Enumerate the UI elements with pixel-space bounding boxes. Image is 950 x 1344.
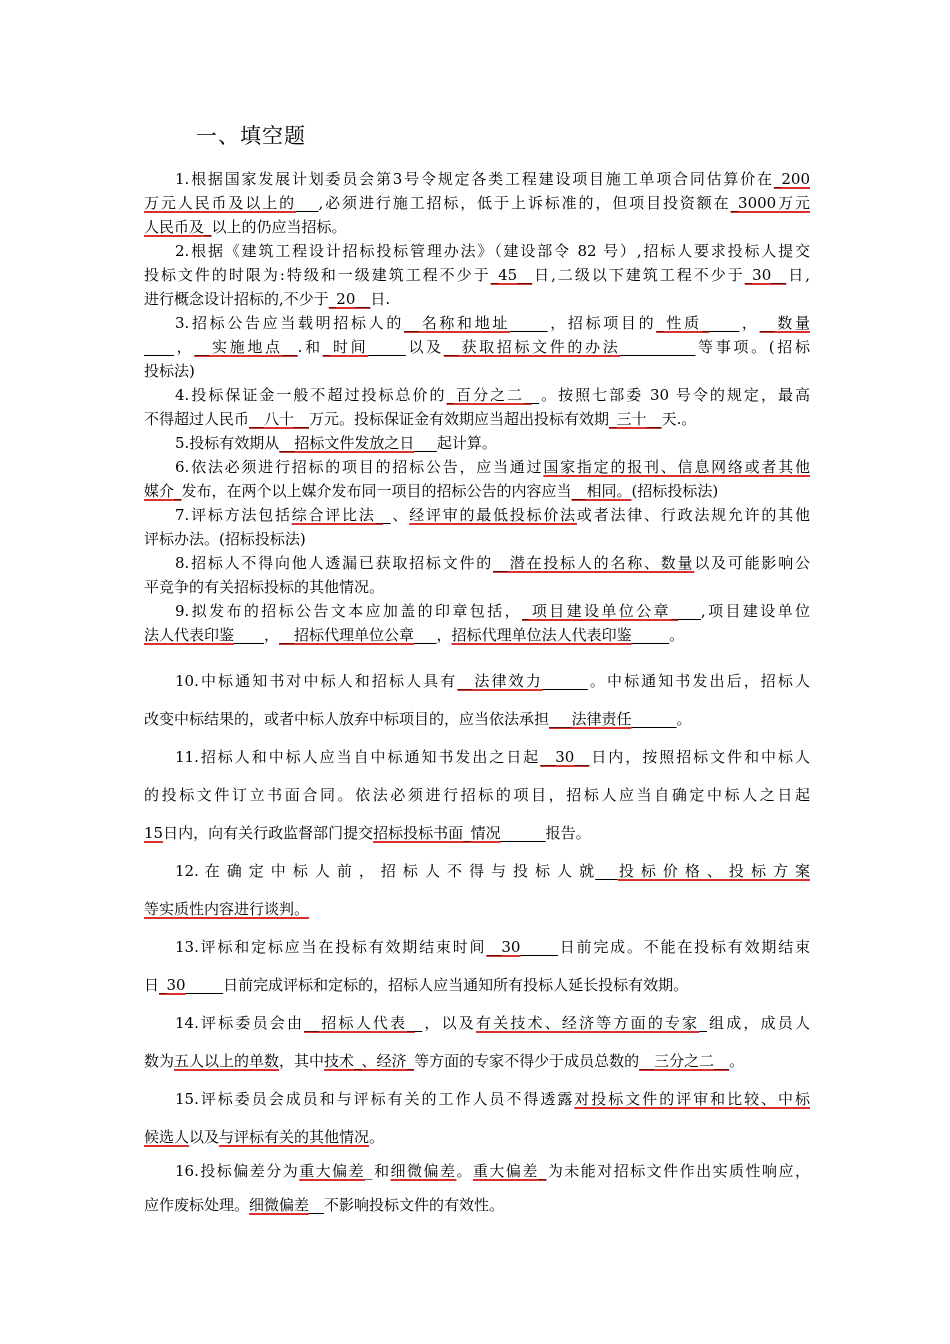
line-text: ,必须进行施工招标，低于上诉标准的，但项目投资额在 bbox=[318, 194, 731, 212]
line-text: 改变中标结果的，或者中标人放弃中标项目的，应当依法承担 bbox=[144, 710, 550, 728]
line-text: ， bbox=[739, 314, 760, 332]
answer-underlined: 有关技术、经济等方面的专家 bbox=[475, 1014, 700, 1032]
blank-underline: ____ bbox=[234, 626, 265, 644]
line-text: (招标投标法) bbox=[631, 482, 719, 500]
line-text: 14.评标委员会由 bbox=[175, 1014, 305, 1032]
text-line bbox=[175, 1160, 810, 1184]
line-text: 以上的仍应当招标。 bbox=[211, 218, 347, 236]
text-line bbox=[144, 822, 810, 846]
line-text: 16.投标偏差分为 bbox=[175, 1162, 300, 1180]
blank-underline: _____ bbox=[631, 626, 670, 644]
blank-underline: _____ bbox=[520, 938, 558, 956]
blank-underline: _ bbox=[699, 1014, 707, 1032]
answer-underlined: __八十__ bbox=[249, 410, 310, 428]
line-text: ， bbox=[264, 626, 280, 644]
line-text: ， bbox=[436, 626, 452, 644]
text-line bbox=[144, 898, 810, 922]
line-text: 发布，在两个以上媒介发布同一项目的招标公告的内容应当 bbox=[181, 482, 572, 500]
text-line bbox=[175, 552, 810, 576]
line-text: ，招标项目的 bbox=[547, 314, 657, 332]
line-text: 应作废标处理。 bbox=[144, 1196, 250, 1214]
blank-underline: _____ bbox=[510, 314, 548, 332]
blank-underline: ______ bbox=[631, 710, 677, 728]
answer-underlined: __法律效力 bbox=[457, 672, 543, 690]
line-text: 投标文件的时限为:特级和一级建筑工程不少于 bbox=[144, 266, 491, 284]
blank-underline: _ bbox=[531, 386, 540, 404]
blank-underline: __ bbox=[309, 1196, 325, 1214]
blank-underline: ___ bbox=[414, 626, 437, 644]
answer-underlined: 国家指定的报刊、信息网络或者其他 bbox=[543, 458, 810, 476]
line-text: 。 bbox=[676, 710, 692, 728]
text-line bbox=[175, 600, 810, 624]
line-text: 天.。 bbox=[661, 410, 697, 428]
answer-underlined: __三分之二__ bbox=[639, 1052, 730, 1070]
text-line bbox=[175, 504, 810, 528]
answer-underlined: 五人以上的单数 bbox=[174, 1052, 280, 1070]
text-line bbox=[144, 216, 810, 240]
line-text: 12. 在 确 定 中 标 人 前 ， 招 标 人 不 得 与 投 标 人 就 bbox=[175, 862, 596, 880]
text-line bbox=[144, 708, 810, 732]
line-text: 日. bbox=[370, 290, 391, 308]
text-line bbox=[175, 746, 810, 770]
text-line bbox=[175, 456, 810, 480]
line-text: 8.招标人不得向他人透漏已获取招标文件的 bbox=[175, 554, 494, 572]
line-text: 1.根据国家发展计划委员会第3号令规定各类工程建设项目施工单项合同估算价在 bbox=[175, 170, 774, 188]
line-text: 11.招标人和中标人应当自中标通知书发出之日起 bbox=[175, 748, 541, 766]
answer-underlined: __潜在投标人的名称、数量 bbox=[493, 554, 695, 572]
blank-underline: ___ bbox=[595, 862, 618, 880]
answer-underlined: _3000万元 bbox=[730, 194, 810, 212]
text-line bbox=[144, 336, 810, 360]
text-line bbox=[175, 312, 810, 336]
text-line bbox=[144, 480, 810, 504]
text-line bbox=[175, 936, 810, 960]
answer-underlined: _时间 bbox=[322, 338, 369, 356]
text-line bbox=[144, 784, 810, 808]
line-text: ，以及 bbox=[422, 1014, 476, 1032]
line-text: 日内，向有关行政监督部门提交 bbox=[163, 824, 374, 842]
answer-underlined: 细微偏差 bbox=[390, 1162, 457, 1180]
text-line bbox=[175, 432, 810, 456]
line-text: 起计算。 bbox=[436, 434, 497, 452]
answer-underlined: 候选人 bbox=[144, 1128, 190, 1146]
answer-underlined: 法人代表印鉴 bbox=[144, 626, 235, 644]
line-text: 以及可能影响公 bbox=[694, 554, 810, 572]
text-line bbox=[144, 288, 810, 312]
answer-underlined: 对投标文件的评审和比较、中标 bbox=[574, 1090, 810, 1108]
answer-underlined: _45__ bbox=[490, 266, 533, 284]
answer-underlined: 万元人民币及以上的 bbox=[144, 194, 297, 212]
line-text: 投标法) bbox=[144, 362, 195, 380]
section-heading: 一、填空题 bbox=[196, 124, 306, 148]
line-text: 日内，按照招标文件和中标人 bbox=[589, 748, 810, 766]
line-text: ， bbox=[174, 338, 195, 356]
text-line bbox=[144, 408, 810, 432]
text-line bbox=[144, 192, 810, 216]
text-line bbox=[144, 264, 810, 288]
line-text: 平竞争的有关招标投标的其他情况。 bbox=[144, 578, 385, 596]
answer-underlined: _20__ bbox=[328, 290, 371, 308]
answer-underlined: 重大偏差_ bbox=[472, 1162, 547, 1180]
line-text: 。中标通知书发出后，招标人 bbox=[587, 672, 810, 690]
line-text: 15.评标委员会成员和与评标有关的工作人员不得透露 bbox=[175, 1090, 575, 1108]
answer-underlined: __30__ bbox=[540, 748, 590, 766]
line-text: 2.根据《建筑工程设计招标投标管理办法》（建设部令 82 号）,招标人要求投标人提交 bbox=[175, 242, 810, 260]
blank-underline: ____ bbox=[144, 338, 174, 356]
text-line bbox=[175, 670, 810, 694]
answer-underlined: 招标投标书面_情况 bbox=[373, 824, 501, 842]
line-text: 。按照七部委 30 号令的规定，最高 bbox=[539, 386, 810, 404]
answer-underlined: 投 标 价 格 、 投 标 方 案 bbox=[617, 862, 810, 880]
blank-underline: _____ bbox=[368, 338, 406, 356]
line-text: 以及 bbox=[405, 338, 444, 356]
line-text: 。 bbox=[369, 1128, 385, 1146]
answer-underlined: _百分之二_ bbox=[446, 386, 532, 404]
text-line bbox=[175, 1088, 810, 1112]
line-text: 等方面的专家不得少于成员总数的 bbox=[414, 1052, 640, 1070]
answer-underlined: 人民币及_ bbox=[144, 218, 212, 236]
answer-underlined: 等实质性内容进行谈判。 bbox=[144, 900, 310, 918]
line-text: 6.依法必须进行招标的项目的招标公告，应当通过 bbox=[175, 458, 544, 476]
line-text: 日,二级以下建筑工程不少于 bbox=[532, 266, 745, 284]
answer-underlined: 经评审的最低投标价法 bbox=[409, 506, 577, 524]
line-text: 13.评标和定标应当在投标有效期结束时间 bbox=[175, 938, 487, 956]
blank-underline: __________ bbox=[620, 338, 696, 356]
line-text: 为未能对招标文件作出实质性响应， bbox=[546, 1162, 810, 1180]
answer-underlined: __招标代理单位公章 bbox=[279, 626, 415, 644]
text-line bbox=[175, 240, 810, 264]
text-line bbox=[144, 1050, 810, 1074]
blank-underline: ___ bbox=[678, 602, 701, 620]
blank-underline: ______ bbox=[500, 824, 546, 842]
blank-underline: _____ bbox=[185, 976, 224, 994]
text-line bbox=[144, 624, 810, 648]
text-line bbox=[175, 860, 810, 884]
line-text: 7.评标方法包括 bbox=[175, 506, 292, 524]
answer-underlined: 技术_、经济_ bbox=[324, 1052, 415, 1070]
blank-underline: ___ bbox=[414, 434, 437, 452]
line-text: 。 bbox=[729, 1052, 745, 1070]
answer-underlined: 15 bbox=[144, 824, 164, 842]
blank-underline: ___ bbox=[296, 194, 319, 212]
answer-underlined: __招标文件发放之日 bbox=[279, 434, 415, 452]
answer-underlined: __招标人代表_ bbox=[304, 1014, 415, 1032]
blank-underline: _ bbox=[414, 1014, 423, 1032]
blank-underline: ____ bbox=[709, 314, 740, 332]
line-text: 日 bbox=[144, 976, 160, 994]
line-text: 等事项。(招标 bbox=[695, 338, 810, 356]
answer-underlined: __相同。 bbox=[571, 482, 632, 500]
answer-underlined: 招标代理单位法人代表印鉴 bbox=[451, 626, 632, 644]
answer-underlined: _200 bbox=[773, 170, 810, 188]
answer-underlined: _性质_ bbox=[656, 314, 710, 332]
blank-underline: ______ bbox=[542, 672, 588, 690]
text-line bbox=[175, 168, 810, 192]
text-line bbox=[144, 1126, 810, 1150]
line-text: 不得超过人民币 bbox=[144, 410, 250, 428]
line-text: 日前完成。不能在投标有效期结束 bbox=[557, 938, 810, 956]
line-text: 组成，成员人 bbox=[706, 1014, 810, 1032]
line-text: 日前完成评标和定标的，招标人应当通知所有投标人延长投标有效期。 bbox=[223, 976, 689, 994]
line-text: .和 bbox=[297, 338, 323, 356]
line-text: 3.招标公告应当载明招标人的 bbox=[175, 314, 405, 332]
answer-underlined: _三十__ bbox=[609, 410, 662, 428]
line-text: 万元。投标保证金有效期应当超出投标有效期 bbox=[309, 410, 610, 428]
line-text: ,项目建设单位 bbox=[700, 602, 810, 620]
answer-underlined: 重大偏差 bbox=[299, 1162, 366, 1180]
answer-underlined: ___法律责任 bbox=[549, 710, 632, 728]
line-text: 数为 bbox=[144, 1052, 175, 1070]
text-line bbox=[144, 528, 810, 552]
text-line bbox=[144, 576, 810, 600]
line-text: 进行概念设计招标的,不少于 bbox=[144, 290, 329, 308]
text-line bbox=[144, 360, 810, 384]
line-text: 或者法律、行政法规允许的其他 bbox=[576, 506, 810, 524]
answer-underlined: 与评标有关的其他情况 bbox=[219, 1128, 370, 1146]
line-text: 4.投标保证金一般不超过投标总价的 bbox=[175, 386, 447, 404]
line-text: 不影响投标文件的有效性。 bbox=[324, 1196, 505, 1214]
line-text: 以及 bbox=[189, 1128, 220, 1146]
answer-underlined: 综合评比法_ bbox=[291, 506, 384, 524]
line-text: ，其中 bbox=[279, 1052, 325, 1070]
line-text: 5.投标有效期从 bbox=[175, 434, 280, 452]
line-text: 9.拟发布的招标公告文本应加盖的印章包括， bbox=[175, 602, 522, 620]
answer-underlined: __获取招标文件的办法 bbox=[443, 338, 621, 356]
text-line bbox=[175, 384, 810, 408]
line-text: 。 bbox=[669, 626, 685, 644]
line-text: 日, bbox=[786, 266, 810, 284]
line-text: 报告。 bbox=[545, 824, 591, 842]
answer-underlined: __实施地点__ bbox=[194, 338, 298, 356]
text-line bbox=[144, 974, 810, 998]
text-line bbox=[175, 1012, 810, 1036]
answer-underlined: 媒介_ bbox=[144, 482, 182, 500]
line-text: 的投标文件订立书面合同。依法必须进行招标的项目，招标人应当自确定中标人之日起 bbox=[144, 786, 810, 804]
line-text: 评标办法。(招标投标法) bbox=[144, 530, 306, 548]
answer-underlined: 细微偏差 bbox=[249, 1196, 310, 1214]
blank-underline: _ bbox=[383, 506, 391, 524]
line-text: 。 bbox=[456, 1162, 473, 1180]
answer-underlined: _30__ bbox=[744, 266, 787, 284]
answer-underlined: __名称和地址 bbox=[404, 314, 511, 332]
line-text: 、 bbox=[390, 506, 410, 524]
answer-underlined: __数量 bbox=[759, 314, 810, 332]
answer-underlined: __30 bbox=[486, 938, 521, 956]
line-text: 10.中标通知书对中标人和招标人具有 bbox=[175, 672, 458, 690]
answer-underlined: _30 bbox=[159, 976, 186, 994]
line-text: _和 bbox=[365, 1162, 391, 1180]
text-line bbox=[144, 1194, 810, 1218]
answer-underlined: _项目建设单位公章_ bbox=[521, 602, 679, 620]
